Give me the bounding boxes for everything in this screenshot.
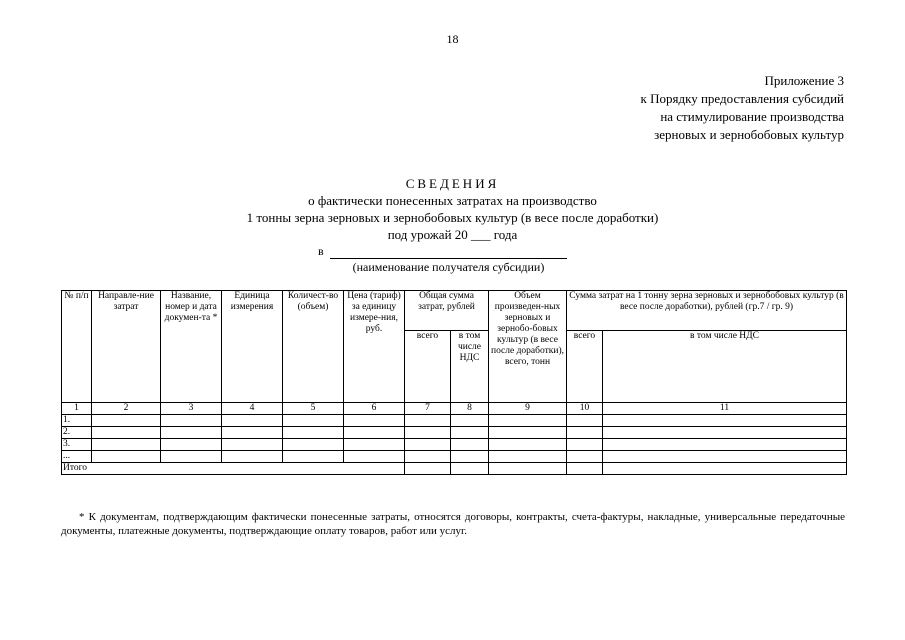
- row-label: ...: [62, 451, 92, 463]
- header-per-ton-vat: в том числе НДС: [603, 331, 847, 403]
- table-cell[interactable]: [283, 415, 344, 427]
- table-cell[interactable]: [161, 415, 222, 427]
- table-cell[interactable]: [603, 439, 847, 451]
- table-row: [62, 439, 847, 451]
- column-number: 6: [344, 403, 405, 415]
- table-cell[interactable]: [451, 451, 489, 463]
- title-line-2: 1 тонны зерна зерновых и зернобобовых культур (в весе после доработки): [246, 210, 659, 225]
- table-cell[interactable]: [489, 427, 567, 439]
- header-volume: Объем произведен-ных зерновых и зернобо-бовых культур (в весе после доработки), всего, тонн: [489, 291, 567, 403]
- column-number: 2: [92, 403, 161, 415]
- column-number: 5: [283, 403, 344, 415]
- recipient-blank-line[interactable]: [330, 258, 567, 259]
- row-label: 2.: [62, 427, 92, 439]
- table-cell[interactable]: [222, 415, 283, 427]
- table-cell[interactable]: [603, 415, 847, 427]
- header-direction: Направле-ние затрат: [92, 291, 161, 403]
- document-title: [0, 175, 905, 243]
- header-total-all: всего: [405, 331, 451, 403]
- table-cell[interactable]: [567, 427, 603, 439]
- row-label: 3.: [62, 439, 92, 451]
- page-number: 18: [446, 32, 459, 46]
- table-cell[interactable]: [489, 451, 567, 463]
- table-cell[interactable]: [344, 427, 405, 439]
- table-cell[interactable]: [451, 415, 489, 427]
- table-cell[interactable]: [603, 463, 847, 475]
- header-total-sum: Общая сумма затрат, рублей: [405, 291, 489, 331]
- table-cell[interactable]: [92, 415, 161, 427]
- header-quantity: Количест-во (объем): [283, 291, 344, 403]
- table-cell[interactable]: [283, 451, 344, 463]
- table-cell[interactable]: [603, 427, 847, 439]
- table-cell[interactable]: [567, 439, 603, 451]
- column-number: 1: [62, 403, 92, 415]
- table-cell[interactable]: [567, 463, 603, 475]
- header-per-ton: Сумма затрат на 1 тонну зерна зерновых и зернобобовых культур (в весе после доработки), рублей (гр.7 / гр. 9): [567, 291, 847, 331]
- appendix-reference: [641, 72, 844, 144]
- title-line-1: о фактически понесенных затратах на производство: [308, 193, 597, 208]
- header-price: Цена (тариф) за единицу измере-ния, руб.: [344, 291, 405, 403]
- table-cell[interactable]: [451, 463, 489, 475]
- header-per-ton-all: всего: [567, 331, 603, 403]
- row-label: 1.: [62, 415, 92, 427]
- total-label: Итого: [62, 463, 405, 475]
- table-cell[interactable]: [92, 427, 161, 439]
- table-row: [62, 427, 847, 439]
- appendix-line-3: на стимулирование производства: [660, 109, 844, 124]
- table-cell[interactable]: [451, 439, 489, 451]
- title-heading: СВЕДЕНИЯ: [405, 176, 500, 191]
- table-cell[interactable]: [489, 439, 567, 451]
- table-row: [62, 415, 847, 427]
- header-unit: Единица измерения: [222, 291, 283, 403]
- table-cell[interactable]: [405, 439, 451, 451]
- table-cell[interactable]: [567, 451, 603, 463]
- header-total-vat: в том числе НДС: [451, 331, 489, 403]
- table-cell[interactable]: [344, 451, 405, 463]
- table-cell[interactable]: [405, 463, 451, 475]
- table-cell[interactable]: [344, 439, 405, 451]
- table-cell[interactable]: [92, 451, 161, 463]
- footnote: * К документам, подтверждающим фактически понесенные затраты, относятся договоры, контракты, счета-фактуры, накладные, универсальные передаточные документы, платежные документы, подтверждающие оплату товаров, работ или услуг.: [61, 511, 845, 537]
- total-row: [62, 463, 847, 475]
- table-cell[interactable]: [405, 451, 451, 463]
- table-cell[interactable]: [603, 451, 847, 463]
- table-row: [62, 451, 847, 463]
- costs-table: [61, 290, 847, 475]
- table-cell[interactable]: [161, 451, 222, 463]
- recipient-caption: (наименование получателя субсидии): [352, 260, 545, 274]
- table-cell[interactable]: [222, 439, 283, 451]
- table-cell[interactable]: [489, 415, 567, 427]
- column-number: 3: [161, 403, 222, 415]
- column-number: 8: [451, 403, 489, 415]
- table-cell[interactable]: [451, 427, 489, 439]
- appendix-line-2: к Порядку предоставления субсидий: [640, 91, 844, 106]
- table-cell[interactable]: [161, 427, 222, 439]
- table-cell[interactable]: [222, 451, 283, 463]
- title-line-3: под урожай 20 ___ года: [387, 227, 518, 242]
- column-number: 9: [489, 403, 567, 415]
- column-number: 4: [222, 403, 283, 415]
- table-cell[interactable]: [567, 415, 603, 427]
- appendix-line-1: Приложение 3: [764, 73, 844, 88]
- column-number: 7: [405, 403, 451, 415]
- table-cell[interactable]: [283, 439, 344, 451]
- table-cell[interactable]: [222, 427, 283, 439]
- table-cell[interactable]: [283, 427, 344, 439]
- table-cell[interactable]: [161, 439, 222, 451]
- table-cell[interactable]: [344, 415, 405, 427]
- column-number: 11: [603, 403, 847, 415]
- recipient-prefix: в: [318, 244, 324, 258]
- table-cell[interactable]: [489, 463, 567, 475]
- column-number: 10: [567, 403, 603, 415]
- header-num: № п/п: [62, 291, 92, 403]
- table-cell[interactable]: [92, 439, 161, 451]
- appendix-line-4: зерновых и зернобобовых культур: [654, 127, 844, 142]
- column-number-row: [62, 403, 847, 415]
- table-cell[interactable]: [405, 427, 451, 439]
- table-cell[interactable]: [405, 415, 451, 427]
- header-document: Название, номер и дата докумен-та *: [161, 291, 222, 403]
